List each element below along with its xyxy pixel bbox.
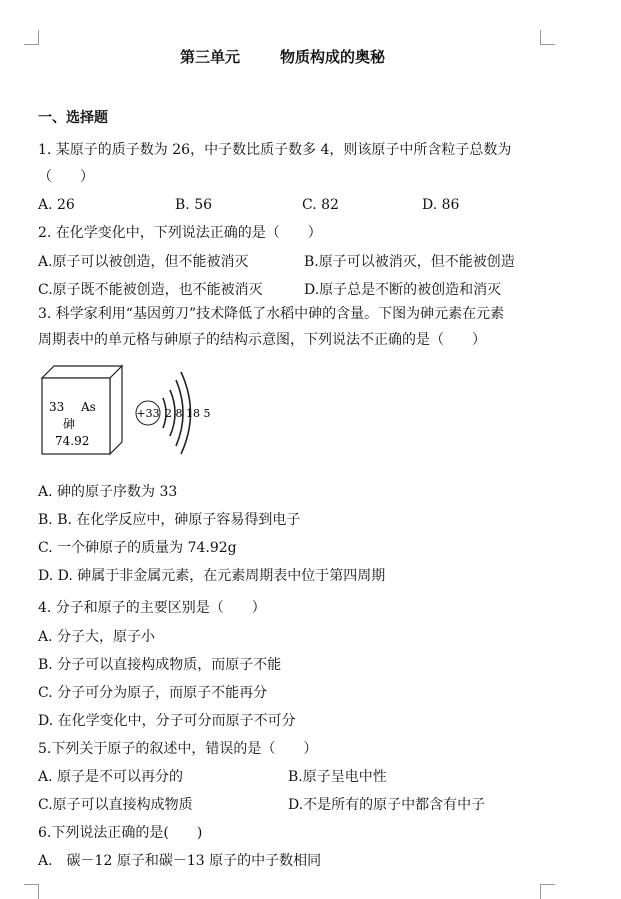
question-2-option-a: A.原子可以被创造，但不能被消灭	[38, 254, 249, 270]
element-name: 砷	[63, 417, 76, 431]
corner-mark-top-left	[24, 30, 39, 45]
question-1-option-c: C. 82	[302, 197, 339, 213]
question-4-option-c: C. 分子可分为原子，而原子不能再分	[38, 685, 268, 701]
question-2-option-c: C.原子既不能被创造，也不能被消灭	[38, 282, 263, 298]
corner-mark-bottom-left	[24, 884, 39, 899]
question-3-option-d: D. D. 砷属于非金属元素，在元素周期表中位于第四周期	[38, 568, 386, 584]
question-3-option-c: C. 一个砷原子的质量为 74.92g	[38, 540, 237, 556]
question-1-option-d: D. 86	[422, 197, 460, 213]
question-2-stem: 2. 在化学变化中，下列说法正确的是（ ）	[38, 225, 322, 241]
question-3-option-a: A. 砷的原子序数为 33	[38, 484, 178, 500]
atom-structure	[136, 372, 210, 454]
question-1-stem: 1. 某原子的质子数为 26，中子数比质子数多 4，则该原子中所含粒子总数为	[38, 142, 512, 158]
question-2-option-d: D.原子总是不断的被创造和消灭	[304, 282, 502, 298]
atom-nucleus-charge: +33	[136, 407, 160, 420]
question-5-option-d: D.不是所有的原子中都含有中子	[288, 797, 486, 813]
question-5-option-b: B.原子呈电中性	[288, 769, 387, 785]
question-5-stem: 5.下列关于原子的叙述中，错误的是（ ）	[38, 741, 318, 757]
corner-mark-top-right	[540, 30, 555, 45]
question-1-option-b: B. 56	[175, 197, 213, 213]
page-title-topic: 物质构成的奥秘	[280, 48, 386, 66]
element-atomic-mass: 74.92	[55, 434, 90, 448]
question-4-option-a: A. 分子大，原子小	[38, 629, 156, 645]
question-4-option-d: D. 在化学变化中，分子可分而原子不可分	[38, 713, 296, 729]
question-1-answer-paren: （ ）	[38, 169, 94, 185]
question-2-option-b: B.原子可以被消灭，但不能被创造	[304, 254, 515, 270]
page-title-unit: 第三单元	[180, 48, 241, 66]
element-atomic-number: 33	[49, 400, 65, 414]
question-3-stem-line-2: 周期表中的单元格与砷原子的结构示意图，下列说法不正确的是（ ）	[38, 332, 486, 348]
question-3-stem-line-1: 3. 科学家利用“基因剪刀”技术降低了水稻中砷的含量。下图为砷元素在元素	[38, 306, 505, 322]
question-3-option-b: B. B. 在化学反应中，砷原子容易得到电子	[38, 512, 301, 528]
question-4-stem: 4. 分子和原子的主要区别是（ ）	[38, 600, 266, 616]
question-5-option-a: A. 原子是不可以再分的	[38, 769, 184, 785]
question-6-option-a: A. 碳－12 原子和碳－13 原子的中子数相同	[38, 853, 322, 869]
atom-electron-shells: 2 8 18 5	[165, 407, 211, 420]
section-heading: 一、选择题	[38, 110, 108, 126]
question-4-option-b: B. 分子可以直接构成物质，而原子不能	[38, 657, 282, 673]
question-6-stem: 6.下列说法正确的是( )	[38, 825, 203, 841]
arsenic-figure	[38, 360, 228, 470]
question-1-option-a: A. 26	[38, 197, 75, 213]
question-5-option-c: C.原子可以直接构成物质	[38, 797, 193, 813]
element-symbol: As	[81, 400, 96, 414]
corner-mark-bottom-right	[540, 884, 555, 899]
element-cell	[42, 366, 122, 454]
